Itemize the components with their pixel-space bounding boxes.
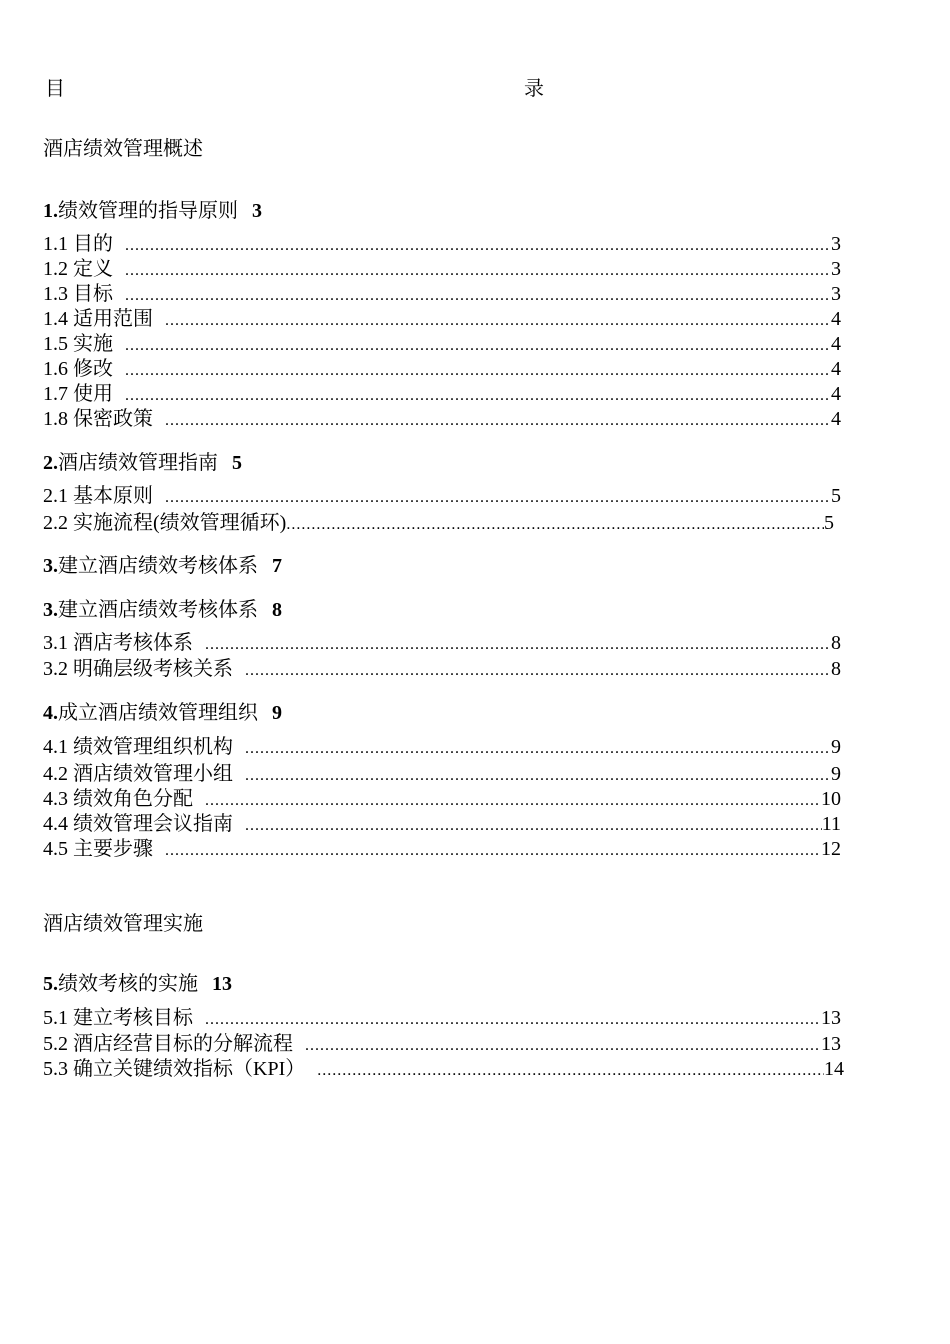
entry-page: 4 — [831, 408, 841, 430]
dot-leader — [245, 737, 831, 761]
entry-label: 1.1 目的 — [43, 233, 113, 255]
entry-label: 2.2 实施流程(绩效管理循环) — [43, 512, 287, 534]
dot-leader — [125, 284, 831, 308]
chapter-page: 13 — [212, 973, 232, 995]
entry-label: 1.2 定义 — [43, 258, 113, 280]
entry-label: 1.6 修改 — [43, 358, 113, 380]
chapter-number: 5. — [43, 973, 58, 995]
chapter-number: 4. — [43, 702, 58, 724]
dot-leader — [245, 814, 822, 838]
entry-page: 3 — [831, 283, 841, 305]
chapter-number: 1. — [43, 200, 58, 222]
entry-page: 4 — [831, 383, 841, 405]
chapter-title: 成立酒店绩效管理组织 — [58, 702, 258, 724]
toc-entry[interactable] — [43, 657, 841, 681]
entry-page: 4 — [831, 358, 841, 380]
dot-leader — [305, 1034, 821, 1058]
dot-leader — [245, 659, 831, 683]
toc-entry[interactable] — [43, 1006, 841, 1030]
entry-label: 1.5 实施 — [43, 333, 113, 355]
chapter-page: 3 — [252, 200, 262, 222]
dot-leader — [165, 839, 821, 863]
toc-entry[interactable] — [43, 631, 841, 655]
chapter-heading[interactable] — [43, 597, 282, 623]
entry-label: 5.3 确立关键绩效指标（KPI） — [43, 1058, 306, 1080]
toc-entry[interactable] — [43, 1057, 844, 1081]
chapter-heading[interactable] — [43, 198, 262, 224]
entry-page: 11 — [821, 813, 841, 835]
entry-label: 3.1 酒店考核体系 — [43, 632, 193, 654]
chapter-title: 绩效管理的指导原则 — [58, 200, 238, 222]
dot-leader — [245, 764, 831, 788]
dot-leader — [125, 234, 831, 258]
chapter-heading[interactable] — [43, 450, 242, 476]
entry-page: 9 — [831, 736, 841, 758]
entry-page: 10 — [821, 788, 841, 810]
chapter-title: 建立酒店绩效考核体系 — [58, 599, 258, 621]
entry-label: 1.3 目标 — [43, 283, 113, 305]
chapter-heading[interactable] — [43, 700, 282, 726]
entry-label: 4.4 绩效管理会议指南 — [43, 813, 233, 835]
chapter-heading[interactable] — [43, 553, 282, 579]
toc-title-right: 录 — [524, 78, 544, 100]
entry-page: 13 — [821, 1007, 841, 1029]
chapter-title: 建立酒店绩效考核体系 — [58, 555, 258, 577]
dot-leader — [165, 409, 831, 433]
chapter-page: 9 — [272, 702, 282, 724]
dot-leader — [165, 486, 831, 510]
entry-page: 9 — [831, 763, 841, 785]
entry-page: 3 — [831, 258, 841, 280]
chapter-page: 5 — [232, 452, 242, 474]
toc-entry[interactable] — [43, 1032, 841, 1056]
dot-leader — [205, 633, 831, 657]
toc-entry[interactable] — [43, 332, 841, 356]
entry-page: 3 — [831, 233, 841, 255]
entry-label: 1.8 保密政策 — [43, 408, 153, 430]
dot-leader — [125, 359, 831, 383]
toc-entry[interactable] — [43, 812, 841, 836]
entry-page: 14 — [824, 1058, 844, 1080]
entry-label: 5.2 酒店经营目标的分解流程 — [43, 1033, 293, 1055]
toc-entry[interactable] — [43, 357, 841, 381]
dot-leader — [165, 309, 831, 333]
toc-entry[interactable] — [43, 257, 841, 281]
dot-leader — [125, 384, 831, 408]
chapter-title: 酒店绩效管理指南 — [58, 452, 218, 474]
toc-entry[interactable] — [43, 407, 841, 431]
toc-entry[interactable] — [43, 511, 834, 535]
entry-label: 5.1 建立考核目标 — [43, 1007, 193, 1029]
dot-leader — [205, 1008, 821, 1032]
chapter-page: 7 — [272, 555, 282, 577]
entry-page: 4 — [831, 308, 841, 330]
entry-page: 13 — [821, 1033, 841, 1055]
toc-entry[interactable] — [43, 307, 841, 331]
toc-entry[interactable] — [43, 787, 841, 811]
entry-page: 4 — [831, 333, 841, 355]
dot-leader — [317, 1059, 824, 1083]
part-title: 酒店绩效管理概述 — [43, 138, 203, 160]
entry-label: 4.1 绩效管理组织机构 — [43, 736, 233, 758]
dot-leader — [125, 259, 831, 283]
entry-label: 4.2 酒店绩效管理小组 — [43, 763, 233, 785]
chapter-heading[interactable] — [43, 971, 232, 997]
part-title: 酒店绩效管理实施 — [43, 913, 203, 935]
entry-label: 2.1 基本原则 — [43, 485, 153, 507]
chapter-number: 3. — [43, 599, 58, 621]
toc-entry[interactable] — [43, 484, 841, 508]
entry-page: 8 — [831, 632, 841, 654]
chapter-number: 2. — [43, 452, 58, 474]
chapter-number: 3. — [43, 555, 58, 577]
chapter-title: 绩效考核的实施 — [58, 973, 198, 995]
entry-page: 5 — [824, 512, 834, 534]
toc-entry[interactable] — [43, 735, 841, 759]
entry-page: 8 — [831, 658, 841, 680]
toc-entry[interactable] — [43, 282, 841, 306]
toc-title — [43, 72, 843, 98]
entry-label: 4.5 主要步骤 — [43, 838, 153, 860]
entry-label: 1.4 适用范围 — [43, 308, 153, 330]
toc-entry[interactable] — [43, 232, 841, 256]
toc-entry[interactable] — [43, 762, 841, 786]
dot-leader — [125, 334, 831, 358]
toc-entry[interactable] — [43, 382, 841, 406]
entry-page: 12 — [821, 838, 841, 860]
entry-label: 1.7 使用 — [43, 383, 113, 405]
entry-label: 3.2 明确层级考核关系 — [43, 658, 233, 680]
toc-entry[interactable] — [43, 837, 841, 861]
dot-leader — [286, 513, 824, 537]
toc-title-left: 目 — [45, 78, 65, 100]
chapter-page: 8 — [272, 599, 282, 621]
dot-leader — [205, 789, 821, 813]
entry-label: 4.3 绩效角色分配 — [43, 788, 193, 810]
entry-page: 5 — [831, 485, 841, 507]
